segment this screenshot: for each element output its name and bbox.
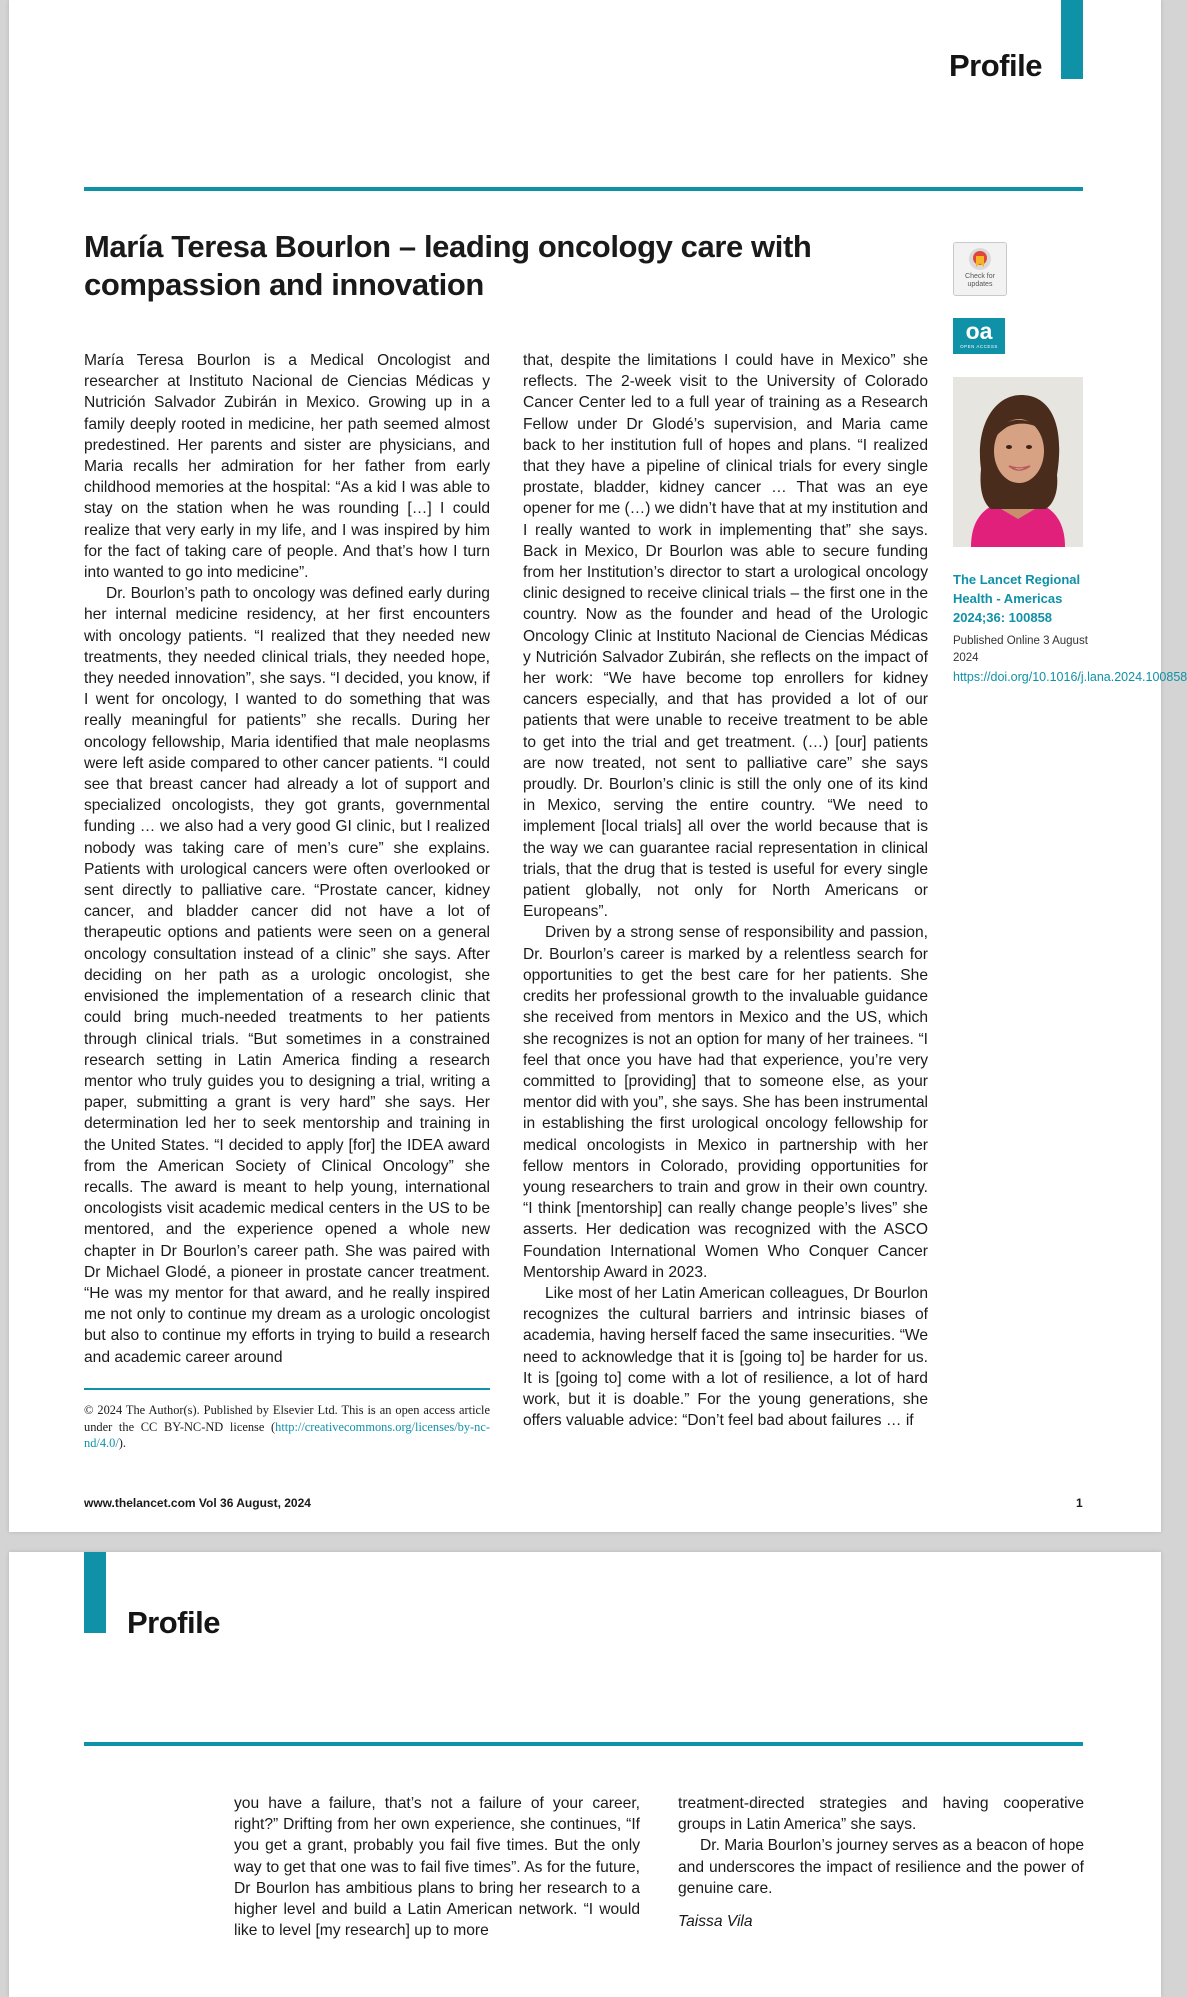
body-column-2 [523, 350, 928, 1431]
bookmark-ribbon-icon [967, 247, 993, 273]
oa-small-text: OPEN ACCESS [960, 344, 998, 349]
page-1 [9, 0, 1187, 1532]
check-for-updates-badge[interactable] [953, 242, 1007, 296]
paragraph: you have a failure, that’s not a failure of your career, right?” Drifting from her own experience, she continues, “If you get a grant, probably you fail five times. But the only way to get that one was to fail five times”. As for the future, Dr Bourlon has ambitious plans to bring her research to a higher level and build a Latin American network. “I would like to level [my research] up to more [234, 1795, 640, 1940]
journal-citation: The Lancet Regional Health - Americas 2024;36: 100858 [953, 572, 1081, 625]
paragraph: that, despite the limitations I could have in Mexico” she reflects. The 2-week visit to the University of Colorado Cancer Center led to a full year of training as a Research Fellow under Dr Glodé’s supervision, and Maria came back to her institution full of hopes and plans. “I realized that they have a pipeline of clinical trials for every single prostate, bladder, kidney cancer … That was an eye opener for me (…) we didn’t have that at my institution and I really wanted to work in implementing that” she says. Back in Mexico, Dr Bourlon was able to secure funding from her Institution’s director to start a urological oncology clinic designed to receive clinical trials – the first one in the country. Now as the founder and head of the Urologic Oncology Clinic at Instituto Nacional de Ciencias Médicas y Nutrición Salvador Zubirán, she reflects on the impact of her work: “We have become top enrollers for kidney cancers especially, and that has provided a lot of our patients that were unable to receive treatment to be able to get into the trial and get treatment. (…) [our] patients are now treated, not sent to palliative care” she says proudly. Dr. Bourlon’s clinic is still the only one of its kind in Mexico, serving the entire country. “We need to implement [local trials] all over the world because that is the way we can guarantee racial representation in clinical trials, that the drug that is tested is useful for every single patient globally, not only for North Americans or Europeans”. [523, 352, 928, 921]
paragraph: treatment-directed strategies and having cooperative groups in Latin America” she says. [678, 1795, 1084, 1834]
oa-text: oa [965, 318, 993, 344]
license-link[interactable]: http://creativecommons.org/licenses/by-nc-nd/4.0/ [84, 1419, 490, 1450]
paragraph: Like most of her Latin American colleagues, Dr Bourlon recognizes the cultural barriers and intrinsic biases of academia, having herself faced the same insecurities. “We need to acknowledge that it is [going to] be harder for us. It is [going to] come with a lot of resilience, a lot of hard work, but it is doable.” For the young generations, she offers valuable advice: “Don’t feel bad about failures … if [523, 1284, 928, 1430]
doi-link[interactable]: https://doi.org/10.1016/j.lana.2024.100858 [953, 670, 1187, 684]
body-column-2 [678, 1793, 1084, 1932]
body-column-1 [84, 350, 490, 1368]
author-portrait [953, 377, 1083, 547]
header-accent-bar [84, 1552, 106, 1633]
page-2 [9, 1552, 1161, 1997]
paragraph: María Teresa Bourlon is a Medical Oncologist and researcher at Instituto Nacional de Ciencias Médicas y Nutrición Salvador Zubirán in Mexico. Growing up in a family deeply rooted in medicine, her path seemed almost predestined. Her parents and sister are physicians, and Maria recalls her admiration for her father from early childhood memories at the hospital: “As a kid I was able to stay on the station when he was rounding […] I could realize that very early in my life, and I was inspired by him for the fact of taking care of people. And that’s how I turn into wanted to go into medicine”. [84, 352, 490, 582]
license-rule [84, 1388, 490, 1390]
license-end: ). [118, 1436, 126, 1450]
paragraph: Dr. Maria Bourlon’s journey serves as a beacon of hope and underscores the impact of resilience and the power of genuine care. [678, 1837, 1084, 1897]
header-rule [84, 187, 1083, 191]
header-accent-bar [1061, 0, 1083, 79]
footer-journal-info: www.thelancet.com Vol 36 August, 2024 [84, 1496, 311, 1510]
section-label: Profile [949, 48, 1042, 83]
article-title: María Teresa Bourlon – leading oncology care with compassion and innovation [84, 229, 812, 302]
page-number: 1 [1076, 1496, 1083, 1510]
paragraph: Dr. Bourlon’s path to oncology was defined early during her internal medicine residency, at her first encounters with oncology patients. “I realized that they needed new treatments, they needed clinical trials, they needed hope, they needed innovation”, she says. “I decided, you know, if I went for oncology, I wanted to do something that was really meaningful for patients” she recalls. During her oncology fellowship, Maria identified that male neoplasms were left aside compared to other cancer patients. “I could see that breast cancer had already a lot of support and specialized oncologists, they got grants, governmental funding … we also had a very good GI clinic, but I realized nobody was taking care of men’s cure” she explains. Patients with urological cancers were often overlooked or sent directly to palliative care. “Prostate cancer, kidney cancer, and bladder cancer did not have a lot of therapeutic options and patients were seen on a general oncology consultation instead of a clinic” she says. After deciding on her path as a urologic oncologist, she envisioned the implementation of a research clinic that could bring much-needed treatments to her patients through clinical trials. “But sometimes in a constrained research setting in Latin America finding a research mentor who truly guides you to designing a trial, writing a paper, submitting a grant is very hard” she says. Her determination led her to seek mentorship and training in the United States. “I decided to apply [for] the IDEA award from the American Society of Clinical Oncology” she recalls. The award is meant to help young, international oncologists visit academic medical centers in the US to be mentored, and the experience opened a whole new chapter in Dr Bourlon’s career path. She was paired with Dr Michael Glodé, a pioneer in prostate cancer treatment. “He was my mentor for that award, and he really inspired me not only to continue my dream as a urologic oncologist but also to continue my efforts in trying to build a research and academic career around [84, 585, 490, 1366]
header-rule [84, 1742, 1083, 1746]
open-access-badge [953, 318, 1005, 354]
license-note [84, 1402, 490, 1452]
check-badge-text: Check for updates [965, 273, 995, 288]
paragraph: Driven by a strong sense of responsibility and passion, Dr. Bourlon’s career is marked by a relentless search for opportunities to get the best care for her patients. She credits her professional growth to the invaluable guidance she received from mentors in Mexico and the US, which she recognizes is not an option for many of her trainees. “I feel that once you have had that experience, you’re very committed to [providing] that to someone else, as your mentor did with you”, she says. She has been instrumental in establishing the first urological oncology fellowship for medical oncologists in Mexico in partnership with her fellow mentors in Colorado, providing opportunities for young researchers to train and grow in their own country. “I think [mentorship] can really change people’s lives” she asserts. Her dedication was recognized with the ASCO Foundation International Women Who Conquer Cancer Mentorship Award in 2023. [523, 924, 928, 1281]
published-online: Published Online 3 August 2024 [953, 635, 1088, 664]
section-label: Profile [127, 1605, 220, 1640]
body-column-1 [234, 1793, 640, 1941]
portrait-image [953, 377, 1083, 547]
license-text: © 2024 The Author(s). Published by Elsevier Ltd. This is an open access article under the CC BY-NC-ND license ( [84, 1403, 490, 1434]
author-signature: Taissa Vila [678, 1913, 753, 1931]
